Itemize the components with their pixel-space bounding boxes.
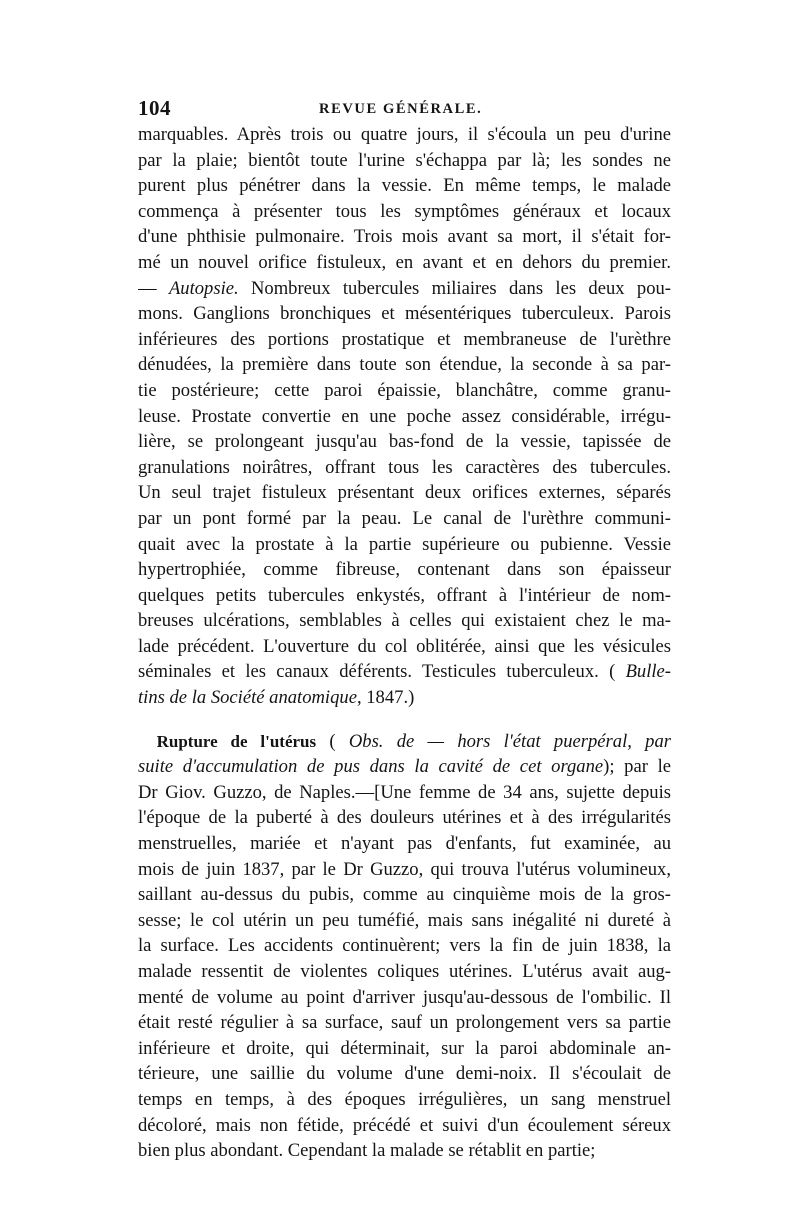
text-line: par un pont formé par la peau. Le canal de l'urèthre communi- xyxy=(138,507,671,529)
section-subtitle: Obs. de — hors l'état puerpéral, par xyxy=(348,730,671,752)
citation-source: Bulle- xyxy=(625,661,671,683)
text-line: hypertrophiée, comme fibreuse, contenant dans son épaisseur xyxy=(138,559,671,581)
text-line: Un seul trajet fistuleux présentant deux orifices externes, séparés xyxy=(138,482,671,504)
text-line xyxy=(138,729,671,755)
text-line xyxy=(138,685,671,711)
page-number: 104 xyxy=(138,96,171,120)
autopsie-heading: Autopsie. xyxy=(168,277,239,299)
text-line: purent plus pénétrer dans la vessie. En même temps, le malade xyxy=(138,175,671,197)
text-line: tie postérieure; cette paroi épaissie, blanchâtre, comme granu- xyxy=(138,379,671,401)
text-line: quait avec la prostate à la partie supérieure ou pubienne. Vessie xyxy=(138,533,671,555)
text-line: menstruelles, mariée et n'ayant pas d'enfants, fut examinée, au xyxy=(138,833,671,855)
book-page xyxy=(138,96,671,1164)
text-line: breuses ulcérations, semblables à celles qui existaient chez le ma- xyxy=(138,610,671,632)
text-line: saillant au-dessus du pubis, comme au cinquième mois de la gros- xyxy=(138,884,671,906)
text-line: sesse; le col utérin un peu tuméfié, mais sans inégalité ni dureté à xyxy=(138,909,671,931)
section-title: Rupture de l'utérus xyxy=(156,731,317,751)
paragraph-gap xyxy=(138,711,671,729)
text-line: temps en temps, à des époques irrégulières, un sang menstruel xyxy=(138,1088,671,1110)
text-line: marquables. Après trois ou quatre jours, il s'écoula un peu d'urine xyxy=(138,124,671,145)
text-line: était resté régulier à sa surface, sauf un prolongement vers sa partie xyxy=(138,1012,671,1034)
text-line: térieure, une saillie du volume d'une demi-noix. Il s'écoulait de xyxy=(138,1063,671,1085)
text-line: l'époque de la puberté à des douleurs utérines et à des irrégularités xyxy=(138,807,671,829)
text-line: granulations noirâtres, offrant tous les caractères des tubercules. xyxy=(138,456,671,478)
text-line: menté de volume au point d'arriver jusqu'au-dessous de l'ombilic. Il xyxy=(138,986,671,1008)
page-header xyxy=(138,96,671,122)
text-fragment: — xyxy=(138,277,169,299)
running-title: REVUE GÉNÉRALE. xyxy=(319,101,483,117)
text-fragment: Nombreux tubercules miliaires dans les deux pou- xyxy=(238,277,671,299)
text-line xyxy=(138,276,671,302)
text-line: Dr Giov. Guzzo, de Naples.—[Une femme de 34 ans, sujette depuis xyxy=(138,781,671,803)
text-line: la surface. Les accidents continuèrent; vers la fin de juin 1838, la xyxy=(138,935,671,957)
text-fragment: ( xyxy=(316,730,349,752)
section-subtitle: suite d'accumulation de pus dans la cavité de cet organe xyxy=(138,756,604,778)
paragraph-case-continuation xyxy=(138,122,671,711)
text-line xyxy=(138,659,671,685)
text-line: mons. Ganglions bronchiques et mésentériques tuberculeux. Parois xyxy=(138,303,671,325)
text-line: d'une phthisie pulmonaire. Trois mois avant sa mort, il s'était for- xyxy=(138,226,671,248)
text-line: lade précédent. L'ouverture du col oblitérée, ainsi que les vésicules xyxy=(138,635,671,657)
text-line: malade ressentit de violentes coliques utérines. L'utérus avait aug- xyxy=(138,961,671,982)
text-line: commença à présenter tous les symptômes généraux et locaux xyxy=(138,200,671,222)
text-line: décoloré, mais non fétide, précédé et suivi d'un écoulement séreux xyxy=(138,1114,671,1136)
text-line: bien plus abondant. Cependant la malade se rétablit en partie; xyxy=(138,1140,596,1162)
text-line: dénudées, la première dans toute son étendue, la seconde à sa par- xyxy=(138,354,671,376)
text-line: leuse. Prostate convertie en une poche assez considérable, irrégu- xyxy=(138,405,671,427)
text-line: inférieure et droite, qui déterminait, sur la paroi abdominale an- xyxy=(138,1037,671,1059)
text-line: mois de juin 1837, par le Dr Guzzo, qui trouva l'utérus volumineux, xyxy=(138,858,671,880)
citation-source: tins de la Société anatomique xyxy=(138,687,357,709)
text-fragment: séminales et les canaux déférents. Testicules tuberculeux. ( xyxy=(138,661,626,683)
text-line: inférieures des portions prostatique et membraneuse de l'urèthre xyxy=(138,328,671,350)
text-fragment: ); par le xyxy=(603,756,671,778)
text-fragment: , 1847.) xyxy=(356,687,415,709)
paragraph-rupture-uterus xyxy=(138,729,671,1164)
text-line: lière, se prolongeant jusqu'au bas-fond de la vessie, tapissée de xyxy=(138,431,671,453)
text-line xyxy=(138,754,671,780)
text-line: par la plaie; bientôt toute l'urine s'échappa par là; les sondes ne xyxy=(138,149,671,171)
text-line: quelques petits tubercules enkystés, offrant à l'intérieur de nom- xyxy=(138,584,671,606)
text-line: mé un nouvel orifice fistuleux, en avant et en dehors du premier. xyxy=(138,251,671,273)
